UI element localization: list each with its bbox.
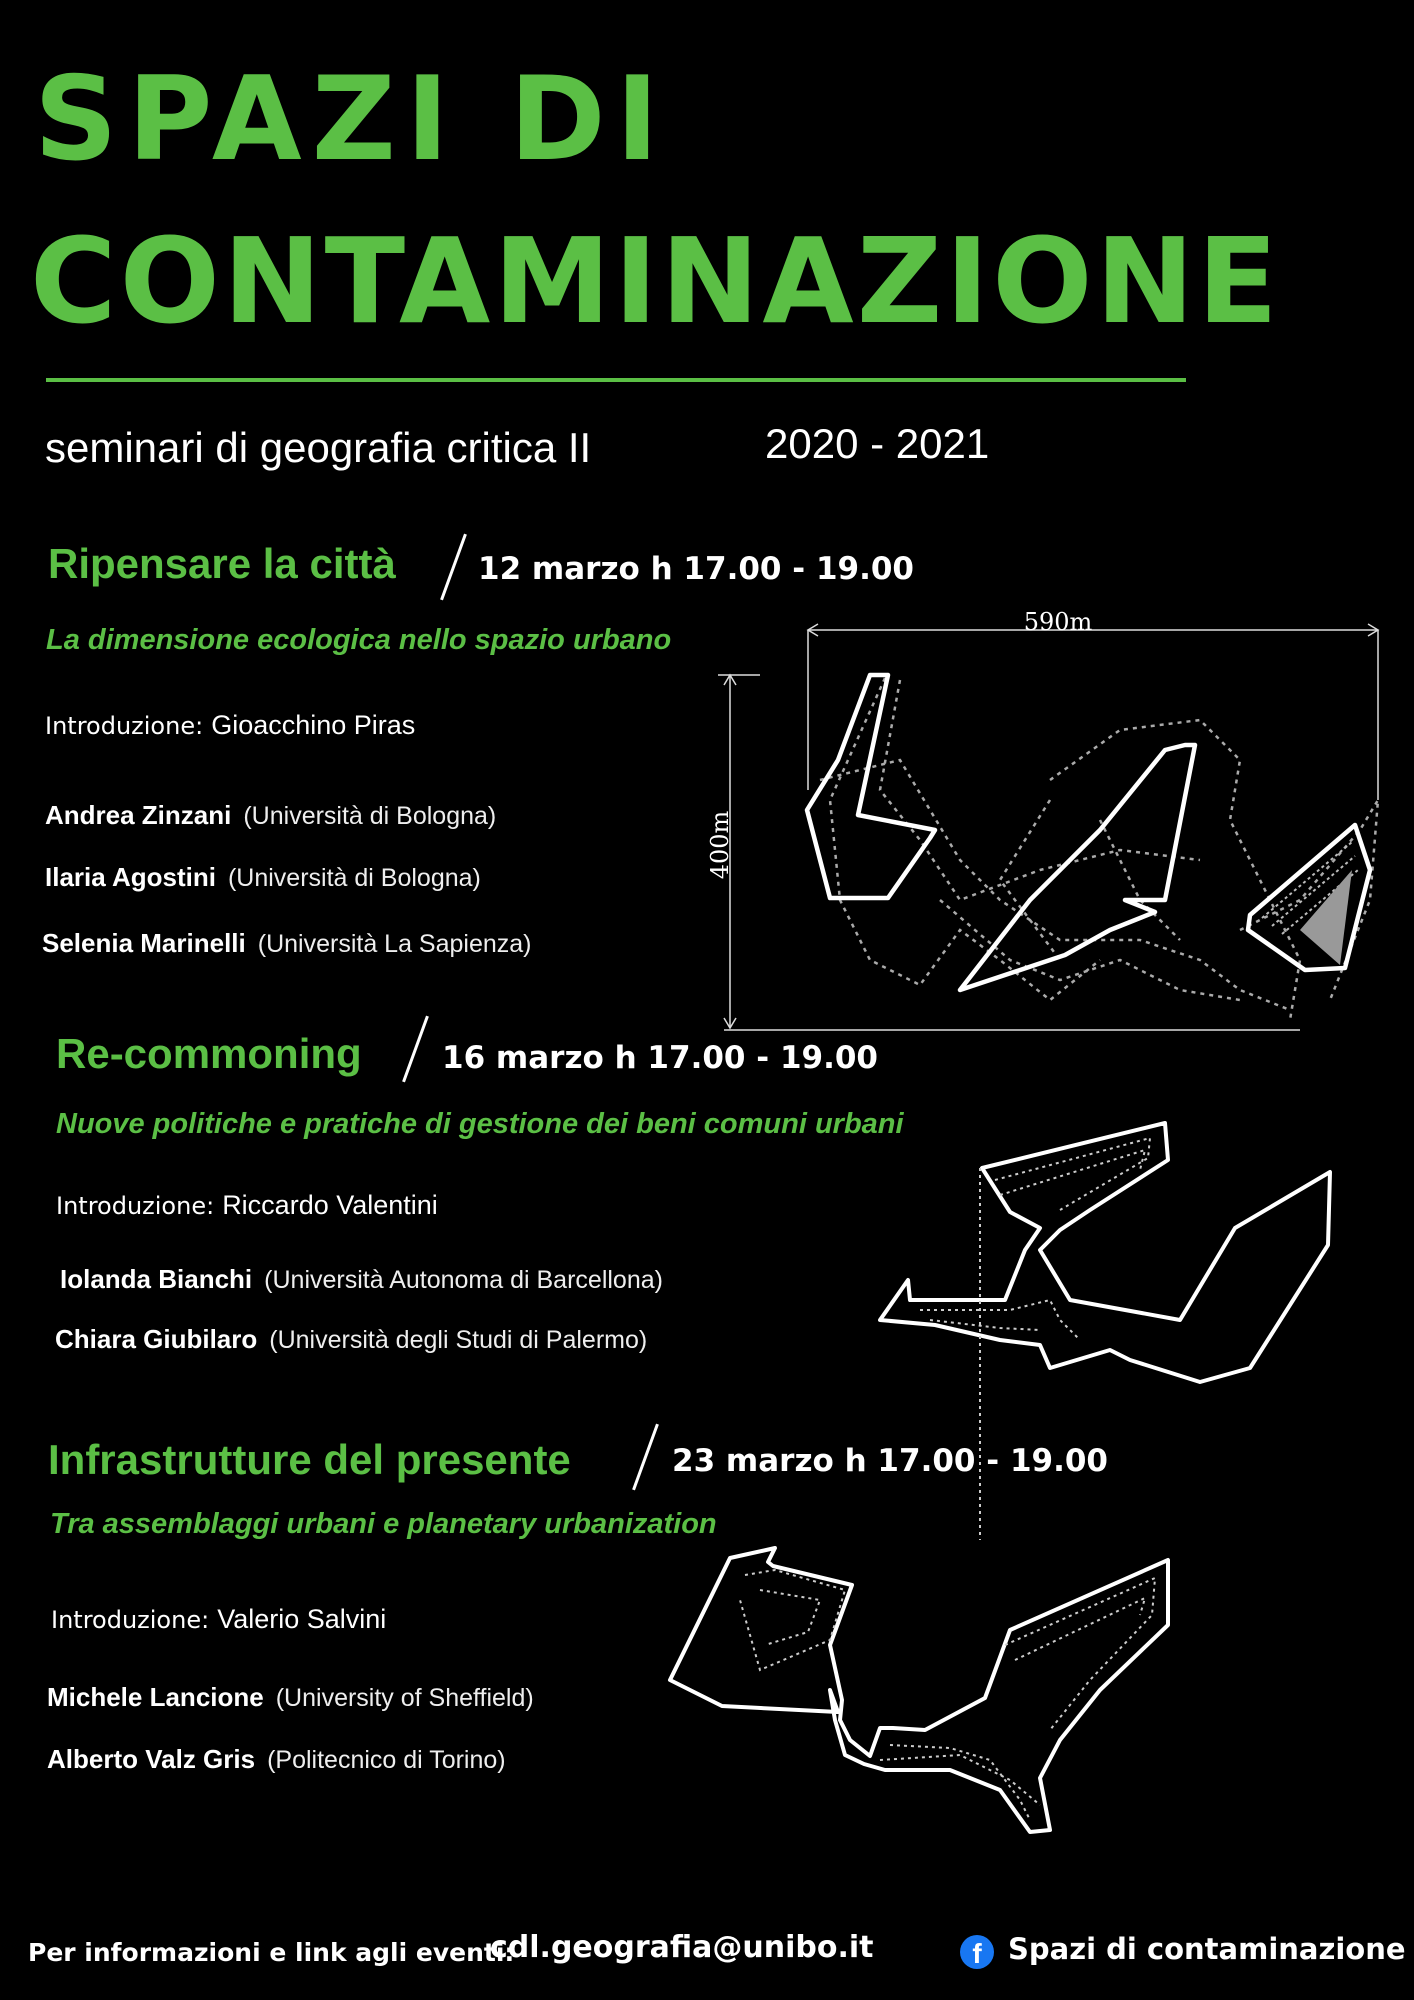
speaker-affiliation: (Politecnico di Torino)	[267, 1746, 506, 1774]
speaker-name: Michele Lancione	[47, 1682, 264, 1712]
network-lines-2	[920, 1138, 1150, 1540]
speaker-name: Andrea Zinzani	[45, 800, 232, 830]
speaker-affiliation: (Università degli Studi di Palermo)	[269, 1326, 648, 1354]
intro-name: Gioacchino Piras	[211, 710, 416, 740]
speaker-affiliation: (Università di Bologna)	[227, 864, 481, 892]
intro-label: Introduzione:	[56, 1192, 215, 1220]
speaker-affiliation: (Università Autonoma di Barcellona)	[264, 1266, 663, 1294]
building-outline-3	[670, 1548, 1168, 1832]
speaker-affiliation: (Università di Bologna)	[243, 802, 497, 830]
speaker-name: Alberto Valz Gris	[47, 1744, 256, 1774]
building-fill-1	[1300, 870, 1352, 965]
intro-label: Introduzione:	[45, 712, 204, 740]
dimension-lines	[718, 624, 1378, 1030]
building-outline-1	[807, 675, 1370, 990]
section-2-title: Re-commoning	[56, 1030, 362, 1077]
footer-facebook-link[interactable]: Spazi di contaminazione	[1008, 1932, 1406, 1966]
speaker-name: Ilaria Agostini	[45, 862, 216, 892]
speaker-name: Chiara Giubilaro	[55, 1324, 258, 1354]
intro-name: Valerio Salvini	[217, 1604, 387, 1634]
intro-label: Introduzione:	[51, 1606, 210, 1634]
footer-email-link[interactable]: cdl.geografia@unibo.it	[490, 1930, 874, 1965]
section-1-subtitle: La dimensione ecologica nello spazio urbano	[46, 624, 672, 656]
section-1-date: 12 marzo h 17.00 - 19.00	[478, 551, 914, 587]
section-2-date: 16 marzo h 17.00 - 19.00	[442, 1040, 878, 1076]
dimension-height-label: 400m	[706, 810, 734, 880]
section-3-title: Infrastrutture del presente	[48, 1436, 571, 1483]
speaker-affiliation: (University of Sheffield)	[275, 1684, 534, 1712]
facebook-icon[interactable]: f	[960, 1935, 994, 1969]
building-outline-2	[880, 1123, 1330, 1382]
section-2-subtitle: Nuove politiche e pratiche di gestione dei beni comuni urbani	[56, 1108, 904, 1140]
section-3-subtitle: Tra assemblaggi urbani e planetary urbanization	[50, 1508, 717, 1540]
title-line-2: CONTAMINAZIONE	[30, 212, 1281, 350]
speaker-name: Selenia Marinelli	[42, 928, 246, 958]
intro-name: Riccardo Valentini	[222, 1190, 438, 1220]
speaker-affiliation: (Università La Sapienza)	[257, 930, 532, 958]
section-1-title: Ripensare la città	[48, 540, 396, 587]
speaker-name: Iolanda Bianchi	[60, 1264, 253, 1294]
title-line-1: SPAZI DI	[34, 52, 669, 187]
dimension-width-label: 590m	[1023, 608, 1093, 636]
network-lines-1	[820, 678, 1378, 1020]
section-3-date: 23 marzo h 17.00 - 19.00	[672, 1443, 1108, 1479]
network-lines-3	[740, 1570, 1155, 1820]
academic-years: 2020 - 2021	[765, 420, 990, 467]
subtitle: seminari di geografia critica II	[45, 424, 592, 471]
footer-info-label: Per informazioni e link agli eventi:	[28, 1938, 515, 1967]
